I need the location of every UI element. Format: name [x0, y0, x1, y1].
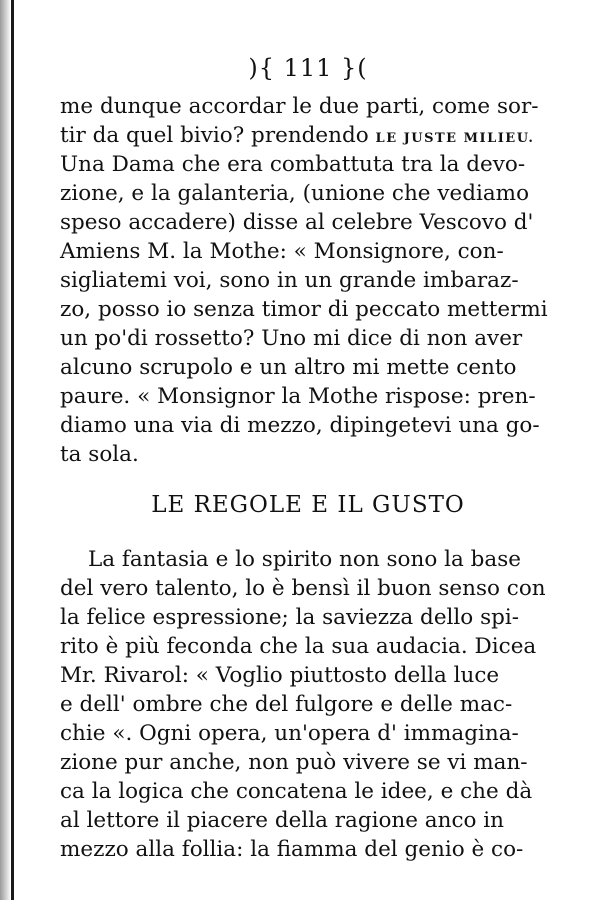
text-line: la felice espressione; la saviezza dello spi- [60, 605, 520, 630]
text-line: diamo una via di mezzo, dipingetevi una go- [60, 413, 540, 438]
small-caps-phrase: LE JUSTE MILIEU. [375, 131, 535, 146]
text-line: Mr. Rivarol: « Voglio piuttosto della luce [60, 663, 500, 688]
text-line: alcuno scrupolo e un altro mi mette cento [60, 355, 517, 380]
text-line: ta sola. [60, 442, 139, 467]
text-line: zo, posso io senza timor di peccato mettermi [60, 297, 548, 322]
text-line: me dunque accordar le due parti, come sor- [60, 94, 539, 119]
text-line: rito è più feconda che la sua audacia. Dicea [60, 634, 537, 659]
text-line: mezzo alla follia: la fiamma del genio è co- [60, 837, 524, 862]
text-line: del vero talento, lo è bensì il buon senso con [60, 576, 546, 601]
page-spine-edge [11, 0, 14, 900]
text-line: chie «. Ogni opera, un'opera d' immagina- [60, 721, 519, 746]
text-line: un po'di rossetto? Uno mi dice di non aver [60, 326, 523, 351]
text-line: speso accadere) disse al celebre Vescovo d' [60, 210, 534, 235]
page-number-header: ){ 111 }( [248, 54, 368, 82]
text-line: La fantasia e lo spirito non sono la base [88, 547, 521, 572]
text-line: paure. « Monsignor la Mothe rispose: pren- [60, 384, 536, 409]
text-line: zione, e la galanteria, (unione che vediamo [60, 181, 530, 206]
section-title: LE REGOLE E IL GUSTO [151, 492, 465, 518]
text-line [60, 125, 534, 147]
text-line: sigliatemi voi, sono in un grande imbaraz- [60, 268, 519, 293]
text-line: al lettore il piacere della ragione anco in [60, 808, 505, 833]
text-fragment: tir da quel bivio? prendendo [60, 123, 376, 148]
text-line: ca la logica che concatena le idee, e che dà [60, 779, 533, 804]
page-spine-shadow [0, 0, 10, 900]
text-line: zione pur anche, non può vivere se vi man- [60, 750, 528, 775]
text-line: Una Dama che era combattuta tra la devo- [60, 152, 526, 177]
text-line: e dell' ombre che del fulgore e delle mac- [60, 692, 513, 717]
text-line: Amiens M. la Mothe: « Monsignore, con- [60, 239, 504, 264]
